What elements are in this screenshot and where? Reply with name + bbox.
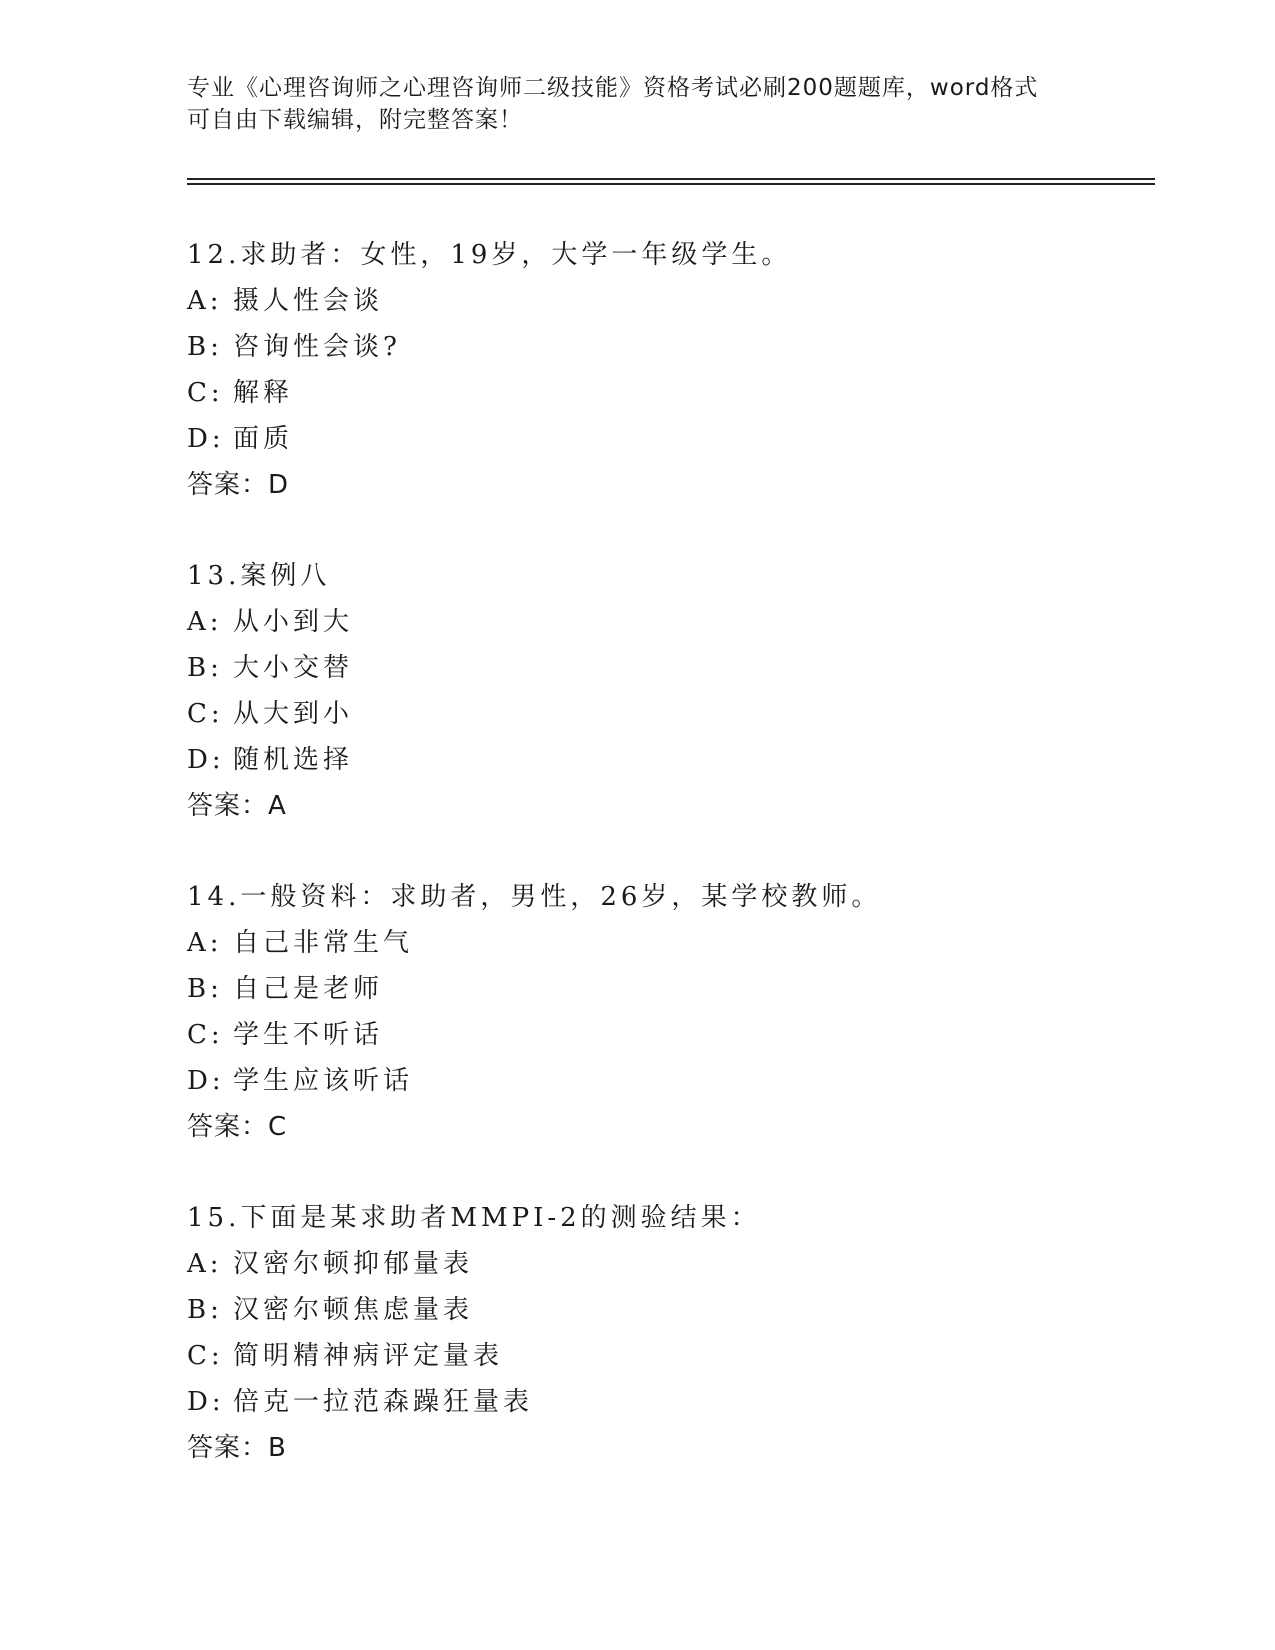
option-a [187,599,1147,645]
option-text: 从大到小 [233,699,354,729]
question-stem: 13.案例八 [187,561,331,591]
option-letter: B: [187,332,223,362]
option-text: 解释 [233,378,294,408]
answer-line: 答案：C [187,1112,288,1142]
question-13 [187,553,1147,829]
option-b [187,966,1147,1012]
option-letter: C: [187,378,224,408]
option-letter: A: [187,1249,223,1279]
option-text: 自己是老师 [233,974,384,1004]
option-letter: D: [187,1066,225,1096]
header-rule-top [187,178,1155,180]
question-15 [187,1195,1147,1471]
option-b [187,1287,1147,1333]
option-letter: C: [187,699,224,729]
answer-line: 答案：B [187,1433,287,1463]
option-a [187,920,1147,966]
question-stem: 14.一般资料：求助者，男性，26岁，某学校教师。 [187,882,882,912]
option-c [187,370,1147,416]
option-text: 大小交替 [233,653,354,683]
question-stem: 12.求助者：女性，19岁，大学一年级学生。 [187,240,792,270]
header-line-1: 专业《心理咨询师之心理咨询师二级技能》资格考试必刷200题题库，word格式 [187,75,1039,101]
option-letter: D: [187,424,225,454]
option-text: 面质 [233,424,294,454]
option-text: 学生不听话 [233,1020,384,1050]
question-stem: 15.下面是某求助者MMPI-2的测验结果： [187,1203,761,1233]
option-letter: A: [187,286,223,316]
option-letter: D: [187,745,225,775]
header-rule-bottom [187,183,1155,185]
option-letter: C: [187,1341,224,1371]
option-d [187,416,1147,462]
option-letter: D: [187,1387,225,1417]
option-letter: B: [187,653,223,683]
answer-line: 答案：A [187,791,287,821]
option-text: 自己非常生气 [233,928,414,958]
option-d [187,1379,1147,1425]
option-letter: B: [187,974,223,1004]
option-letter: A: [187,607,223,637]
option-text: 学生应该听话 [233,1066,414,1096]
option-c [187,691,1147,737]
option-a [187,1241,1147,1287]
option-text: 汉密尔顿抑郁量表 [233,1249,474,1279]
option-text: 汉密尔顿焦虑量表 [233,1295,474,1325]
option-text: 摄人性会谈 [233,286,384,316]
option-letter: B: [187,1295,223,1325]
option-d [187,737,1147,783]
option-text: 简明精神病评定量表 [233,1341,504,1371]
document-header [187,72,1087,136]
option-a [187,278,1147,324]
question-14 [187,874,1147,1150]
option-c [187,1012,1147,1058]
option-d [187,1058,1147,1104]
option-letter: A: [187,928,223,958]
question-12 [187,232,1147,508]
option-b [187,324,1147,370]
option-text: 从小到大 [233,607,354,637]
option-text: 随机选择 [233,745,354,775]
option-text: 咨询性会谈? [233,332,401,362]
header-line-2: 可自由下载编辑，附完整答案！ [187,107,523,133]
option-letter: C: [187,1020,224,1050]
option-b [187,645,1147,691]
option-text: 倍克一拉范森躁狂量表 [233,1387,534,1417]
answer-line: 答案：D [187,470,290,500]
option-c [187,1333,1147,1379]
